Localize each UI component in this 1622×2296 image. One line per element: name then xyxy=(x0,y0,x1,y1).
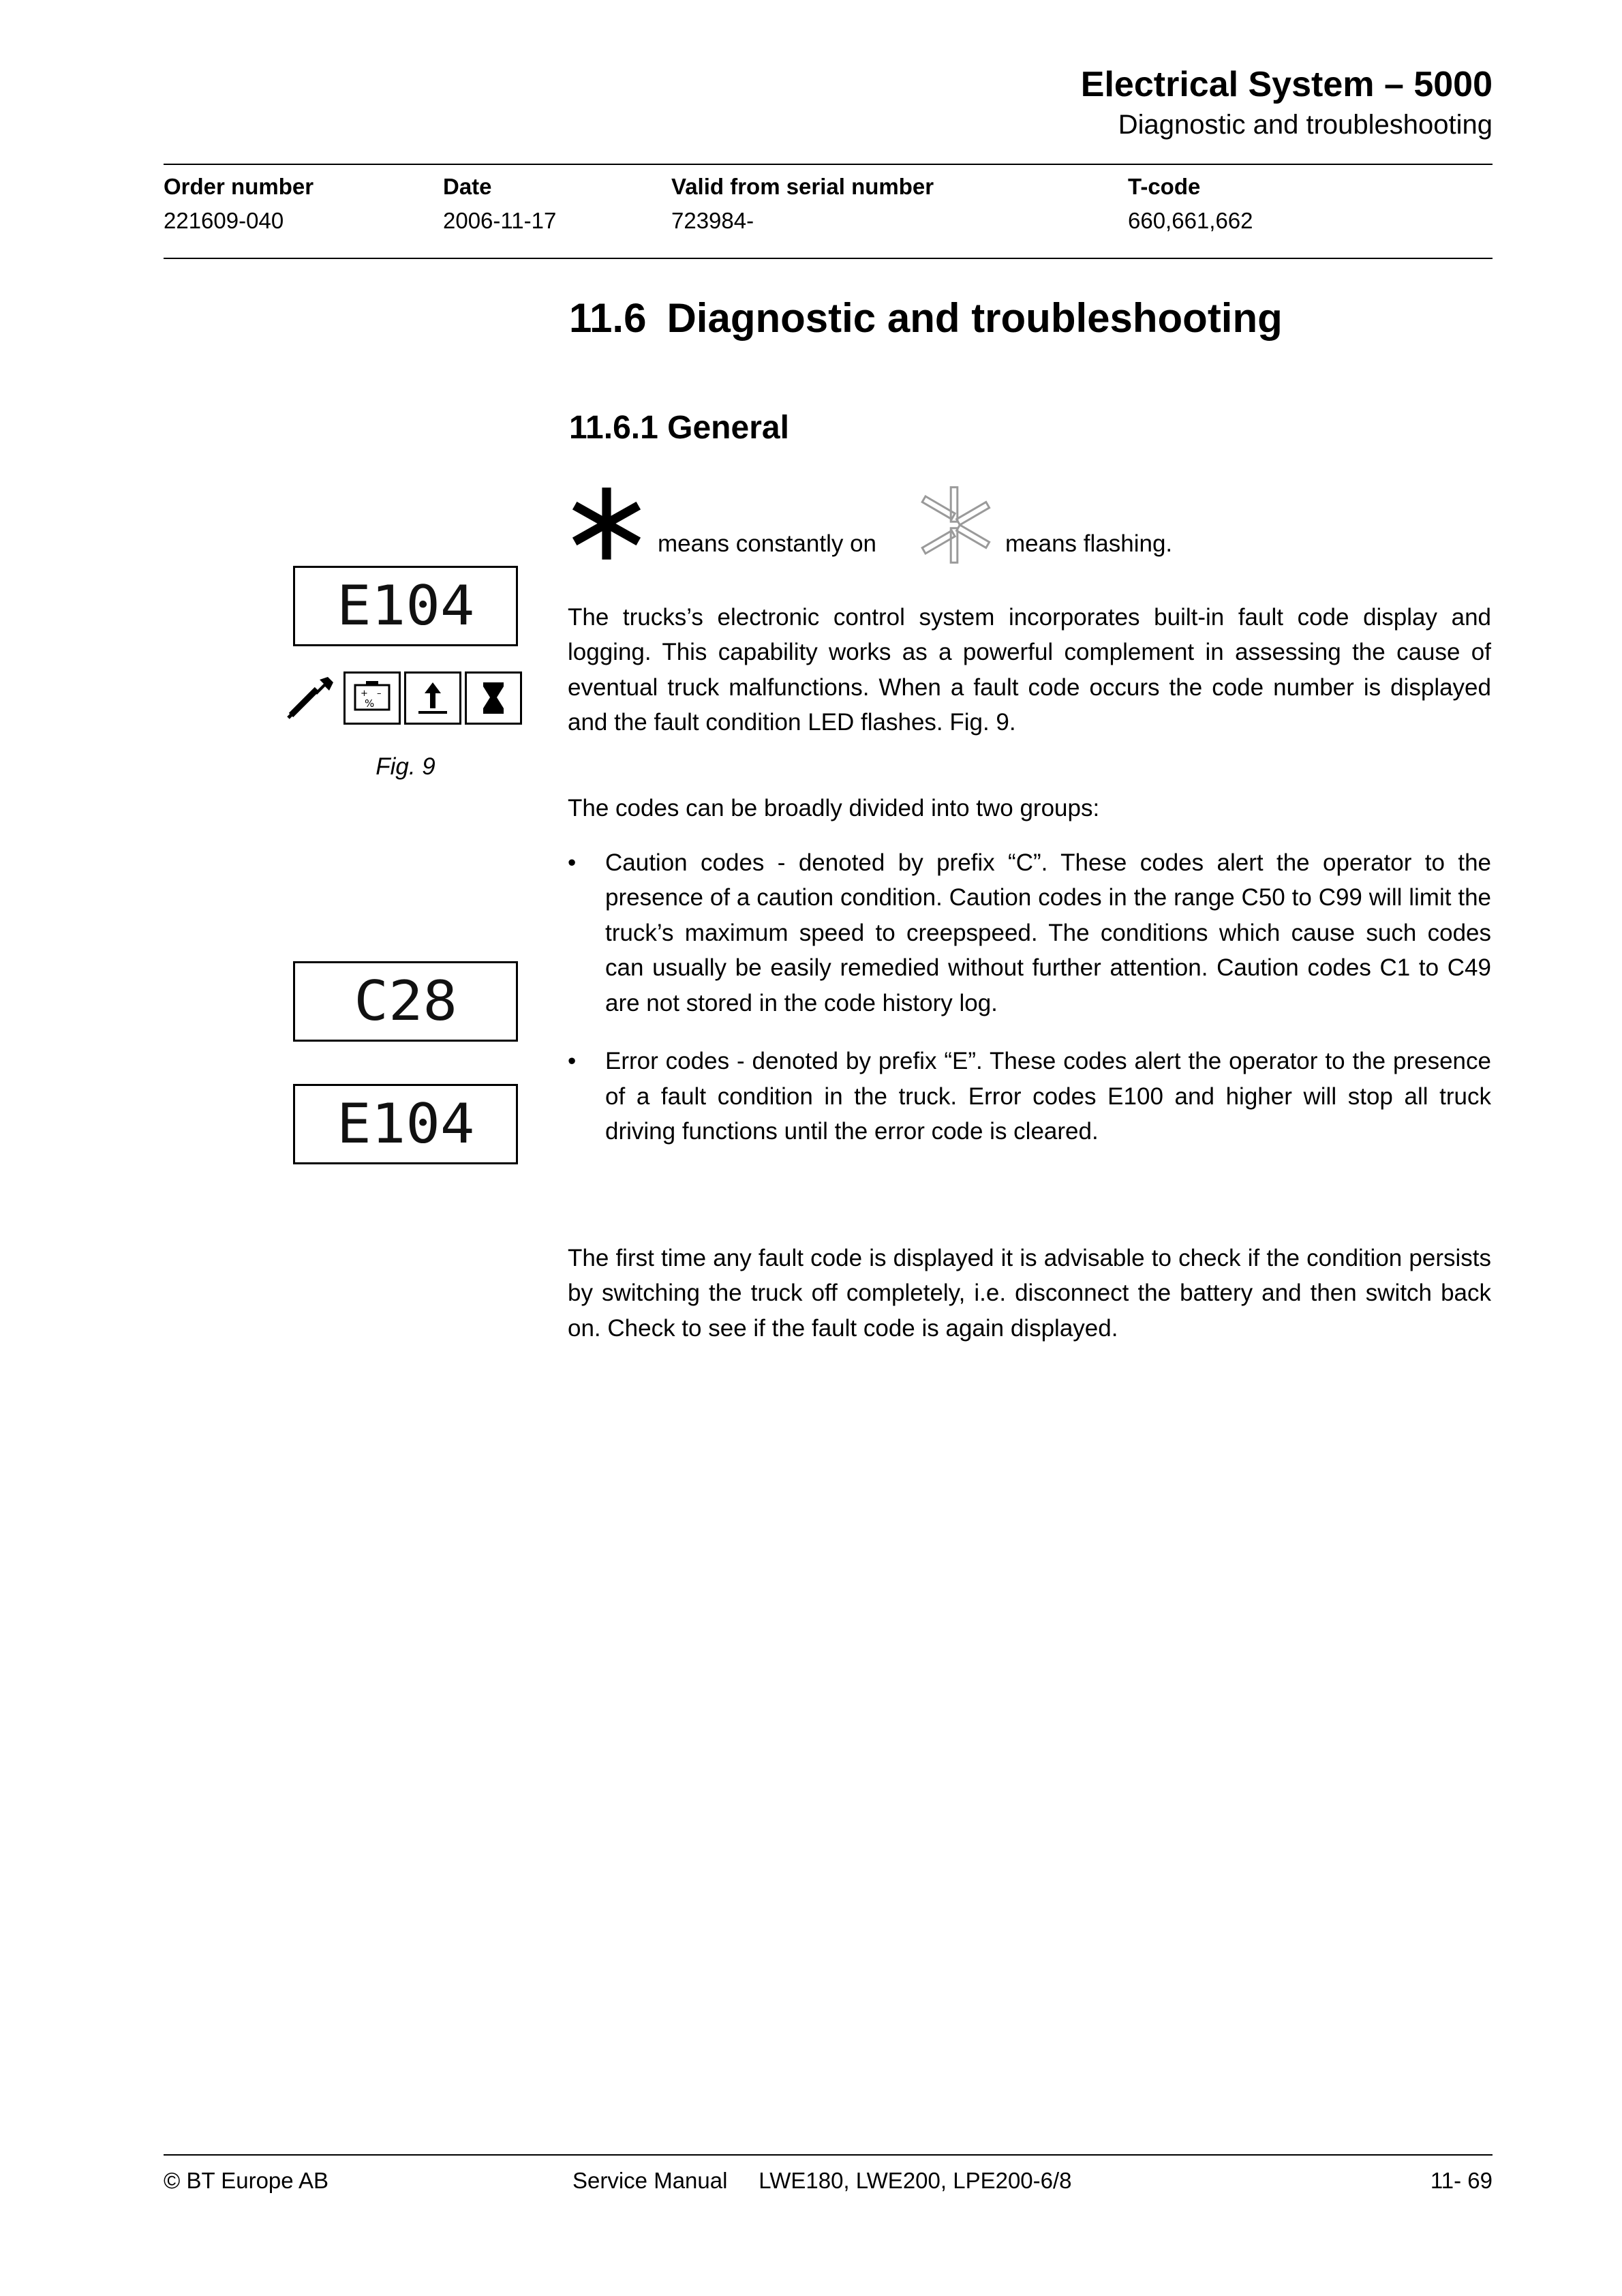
list-item-error-codes: Error codes - denoted by prefix “E”. These codes alert the operator to the presence of a fault condition in the truck. Error codes E100 and higher will stop all truck driving functions until the error code is cleared. xyxy=(605,1048,1491,1145)
metadata-value-tcode: 660,661,662 xyxy=(1128,208,1253,233)
indicator-icon-row xyxy=(283,671,528,727)
svg-text:+: + xyxy=(361,689,368,699)
lcd-code-caution: C28 xyxy=(354,969,457,1033)
lcd-display-error-example xyxy=(293,1084,518,1164)
paragraph-intro: The trucks’s electronic control system incorporates built-in fault code display and logging. This capability works as a powerful complement in assessing the cause of eventual truck malfunctions. When a fault code occurs the code number is displayed and the fault condition LED flashes. Fig. 9. xyxy=(568,604,1491,736)
section-title: Diagnostic and troubleshooting xyxy=(667,295,1283,341)
footer-copyright: © BT Europe AB xyxy=(164,2168,329,2193)
lift-arrow-icon xyxy=(404,671,461,725)
footer-manual-models xyxy=(572,2168,1356,2194)
legend-solid-text: means constantly on xyxy=(658,530,877,557)
subsection-heading: 11.6.1 General xyxy=(569,410,789,446)
metadata-divider xyxy=(164,258,1493,259)
header-title: Electrical System – 5000 xyxy=(1080,65,1493,104)
code-group-list xyxy=(568,845,1491,1173)
legend-flashing-text: means flashing. xyxy=(1005,530,1173,557)
bullet-marker: • xyxy=(568,1048,577,1075)
bullet-marker: • xyxy=(568,849,577,876)
metadata-table xyxy=(164,174,1493,234)
footer-page-number: 11- 69 xyxy=(1430,2168,1493,2193)
footer-manual-label: Service Manual xyxy=(572,2168,728,2193)
list-item xyxy=(568,845,1491,1021)
metadata-value-serial: 723984- xyxy=(671,208,754,233)
metadata-value-date: 2006-11-17 xyxy=(443,208,557,233)
svg-text:–: – xyxy=(377,689,382,699)
svg-text:%: % xyxy=(365,697,375,710)
hourglass-icon xyxy=(465,671,522,725)
symbol-legend xyxy=(566,484,1493,573)
document-header xyxy=(164,65,1493,141)
lcd-code-error: E104 xyxy=(336,1092,475,1155)
paragraph-first-time: The first time any fault code is displayed it is advisable to check if the condition persists by switching the truck off completely, i.e. disconnect the battery and then switch back on. Check to see if the fault code is again displayed. xyxy=(568,1245,1491,1342)
metadata-col-order-number: Order number xyxy=(164,174,314,199)
document-footer xyxy=(164,2168,1493,2194)
section-heading xyxy=(569,294,1283,342)
figure-caption: Fig. 9 xyxy=(376,753,435,780)
asterisk-outline-icon xyxy=(913,484,995,566)
metadata-value-order-number: 221609-040 xyxy=(164,208,284,233)
section-number: 11.6 xyxy=(569,295,647,341)
metadata-col-serial: Valid from serial number xyxy=(671,174,934,199)
lcd-display-fig9 xyxy=(293,566,518,646)
footer-divider xyxy=(164,2154,1493,2156)
asterisk-solid-icon xyxy=(566,483,647,564)
header-subtitle: Diagnostic and troubleshooting xyxy=(1118,110,1493,140)
metadata-header-row xyxy=(164,174,1493,200)
list-item xyxy=(568,1044,1491,1149)
header-divider xyxy=(164,164,1493,165)
wrench-spanner-icon xyxy=(283,671,340,725)
lcd-display-caution-example xyxy=(293,961,518,1042)
footer-models: LWE180, LWE200, LPE200-6/8 xyxy=(759,2168,1072,2193)
metadata-value-row xyxy=(164,208,1493,234)
metadata-col-date: Date xyxy=(443,174,492,199)
metadata-col-tcode: T-code xyxy=(1128,174,1201,199)
list-item-caution-codes: Caution codes - denoted by prefix “C”. These codes alert the operator to the presence of a caution condition. Caution codes in the range C50 to C99 will limit the truck’s maximum speed to creepspeed. The conditions which cause such codes can usually be easily remedied without further attention. Caution codes C1 to C49 are not stored in the code history log. xyxy=(605,849,1491,1016)
lcd-code-fig9: E104 xyxy=(336,574,475,637)
paragraph-groups-lead: The codes can be broadly divided into two groups: xyxy=(568,795,1100,821)
battery-percent-icon xyxy=(343,671,401,725)
